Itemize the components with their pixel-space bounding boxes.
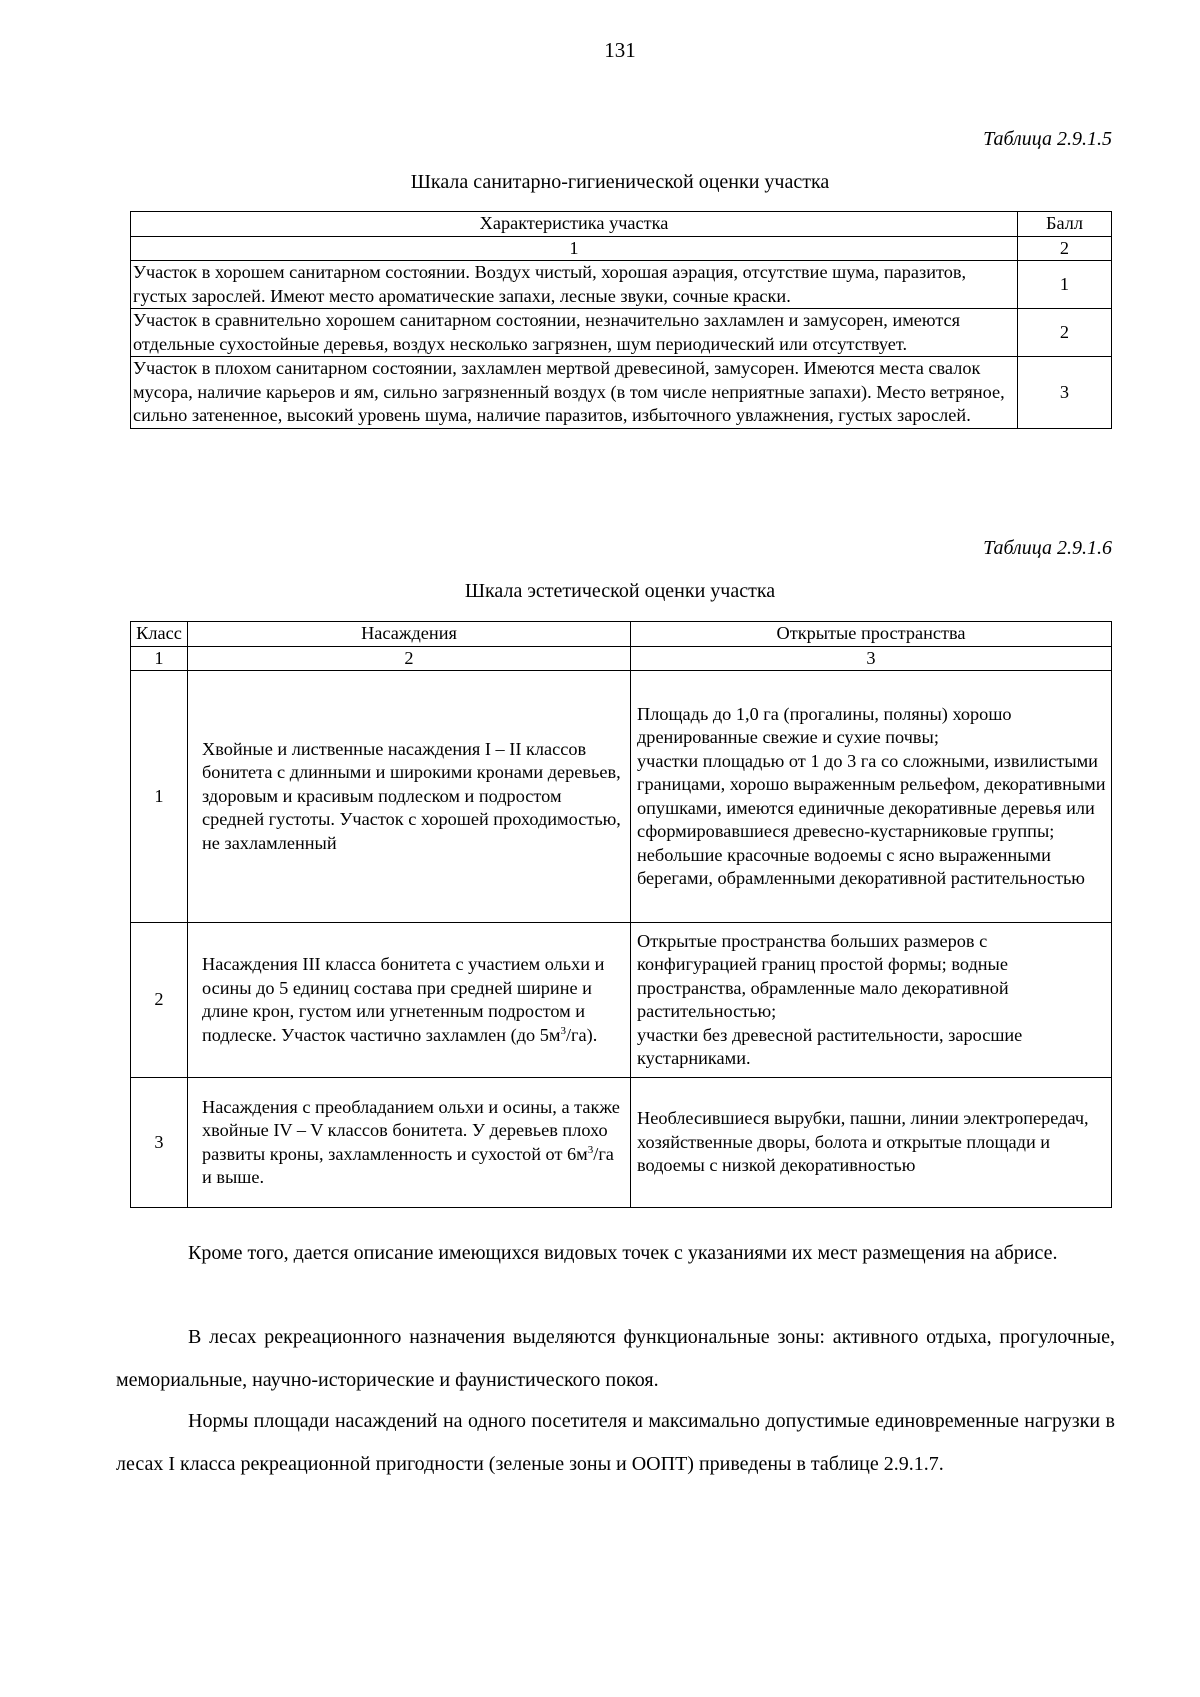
- open-spaces-line: участки без древесной растительности, заросшие кустарниками.: [637, 1024, 1023, 1068]
- score-cell: 2: [1018, 309, 1112, 357]
- column-number: 1: [131, 236, 1018, 261]
- superscript: 3: [560, 1024, 566, 1037]
- table-header-row: [131, 622, 1112, 647]
- body-paragraph: [116, 1400, 1115, 1486]
- table-row: [131, 671, 1112, 923]
- column-number: 2: [1018, 236, 1112, 261]
- characteristic-cell: Участок в сравнительно хорошем санитарном состоянии, незначительно захламлен и замусорен, имеются отдельные сухостойные деревья, воздух несколько загрязнен, шум периодический или отсутствует.: [131, 309, 1018, 357]
- plantings-cell: Хвойные и лиственные насаждения I – II классов бонитета с длинными и широкими кронами деревьев, здоровым и красивым подлеском и подростом средней густоты. Участок с хорошей проходимостью, не захламленный: [188, 671, 631, 923]
- score-cell: 1: [1018, 261, 1112, 309]
- column-number: 1: [131, 646, 188, 671]
- body-paragraph: [116, 1316, 1115, 1402]
- open-spaces-line: Площадь до 1,0 га (прогалины, поляны) хорошо дренированные свежие и сухие почвы;: [637, 703, 1012, 747]
- page-number: 131: [604, 38, 636, 62]
- paragraph-text: В лесах рекреационного назначения выделяются функциональные зоны: активного отдыха, прогулочные, мемориальные, научно-исторические и фаунистического покоя.: [116, 1326, 1115, 1391]
- class-cell: 1: [131, 671, 188, 923]
- score-cell: 3: [1018, 357, 1112, 429]
- characteristic-cell: Участок в хорошем санитарном состоянии. Воздух чистый, хорошая аэрация, отсутствие шума, паразитов, густых зарослей. Имеют место ароматические запахи, лесные звуки, сочные краски.: [131, 261, 1018, 309]
- plantings-text: /га и выше.: [202, 1143, 614, 1187]
- plantings-text: Насаждения с преобладанием ольхи и осины, а также хвойные IV – V классов бонитета. У деревьев плохо развиты кроны, захламленность и сухостой от 6м: [202, 1096, 620, 1164]
- table2-caption: Таблица 2.9.1.6: [983, 537, 1112, 559]
- header-plantings: Насаждения: [188, 622, 631, 647]
- class-cell: 3: [131, 1078, 188, 1208]
- table1-title: Шкала санитарно-гигиенической оценки участка: [410, 171, 830, 193]
- table-row: [131, 357, 1112, 429]
- plantings-cell: [188, 1078, 631, 1208]
- sanitary-assessment-table: [130, 211, 1112, 429]
- open-spaces-line: Необлесившиеся вырубки, пашни, линии электропередач, хозяйственные дворы, болота и открытые площади и водоемы с низкой декоративностью: [637, 1108, 1089, 1176]
- plantings-cell: [188, 923, 631, 1078]
- table1-caption: Таблица 2.9.1.5: [983, 128, 1112, 150]
- column-number: 3: [631, 646, 1112, 671]
- header-score: Балл: [1018, 212, 1112, 237]
- table-row: [131, 261, 1112, 309]
- open-spaces-line: Открытые пространства больших размеров с конфигурацией границ простой формы; водные пространства, обрамленные мало декоративной растительностью;: [637, 930, 1009, 1021]
- plantings-text: /га).: [565, 1024, 598, 1045]
- header-class: Класс: [131, 622, 188, 647]
- table-number-row: [131, 236, 1112, 261]
- open-spaces-cell: [631, 923, 1112, 1078]
- plantings-text: Насаждения III класса бонитета с участием ольхи и осины до 5 единиц состава при средней ширине и длине крон, густом или угнетенным подростом и подлеске. Участок частично захламлен (до 5м: [202, 954, 605, 1045]
- table-row: [131, 923, 1112, 1078]
- header-characteristic: Характеристика участка: [131, 212, 1018, 237]
- characteristic-cell: Участок в плохом санитарном состоянии, захламлен мертвой древесиной, замусорен. Имеются места свалок мусора, наличие карьеров и ям, сильно загрязненный воздух (в том числе неприятные запахи). Место ветряное, сильно затененное, высокий уровень шума, наличие паразитов, избыточного увлажнения, густых зарослей.: [131, 357, 1018, 429]
- table-row: [131, 1078, 1112, 1208]
- open-spaces-cell: [631, 1078, 1112, 1208]
- column-number: 2: [188, 646, 631, 671]
- table-row: [131, 309, 1112, 357]
- paragraph-text: Кроме того, дается описание имеющихся видовых точек с указаниями их мест размещения на абрисе.: [188, 1242, 1058, 1264]
- open-spaces-cell: [631, 671, 1112, 923]
- table2-title: Шкала эстетической оценки участка: [464, 580, 776, 602]
- table-header-row: [131, 212, 1112, 237]
- aesthetic-assessment-table: [130, 621, 1112, 1208]
- superscript: 3: [587, 1143, 594, 1156]
- header-open-spaces: Открытые пространства: [631, 622, 1112, 647]
- open-spaces-line: участки площадью от 1 до 3 га со сложными, извилистыми границами, хорошо выраженным рельефом, декоративными опушками, имеются единичные декоративные деревья или сформировавшиеся древесно-кустарниковые группы; небольшие красочные водоемы с ясно выраженными берегами, обрамленными декоративной растительностью: [637, 750, 1106, 888]
- table-number-row: [131, 646, 1112, 671]
- body-paragraph: [116, 1232, 1115, 1275]
- paragraph-text: Нормы площади насаждений на одного посетителя и максимально допустимые единовременные нагрузки в лесах I класса рекреационной пригодности (зеленые зоны и ООПТ) приведены в таблице 2.9.1.7.: [116, 1410, 1115, 1475]
- class-cell: 2: [131, 923, 188, 1078]
